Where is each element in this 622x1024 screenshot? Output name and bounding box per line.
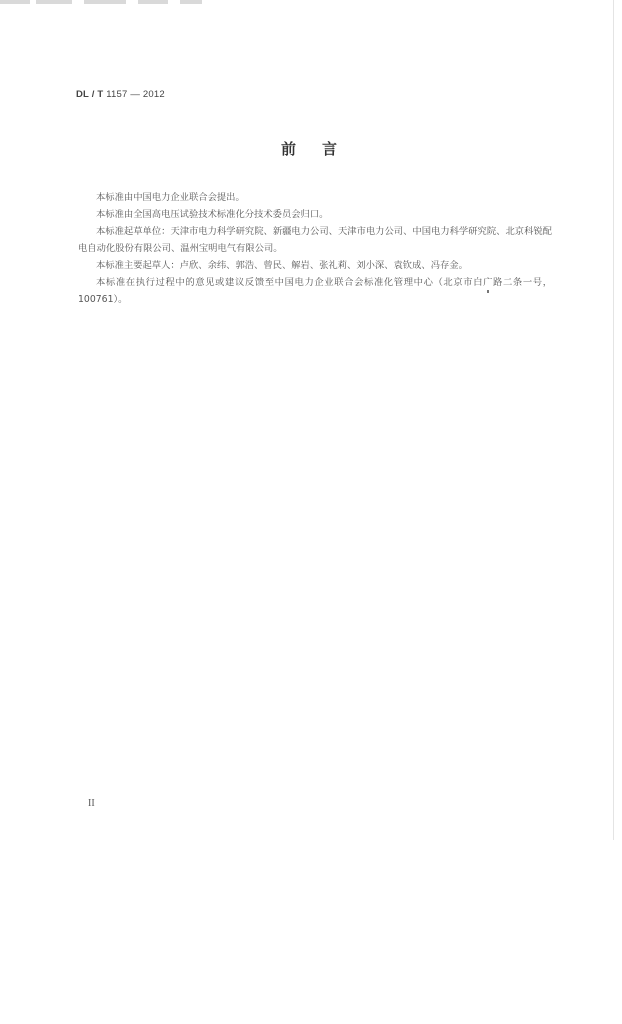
paragraph-proposer: 本标准由中国电力企业联合会提出。: [96, 192, 245, 203]
paragraph-feedback: 本标准在执行过程中的意见或建议反馈至中国电力企业联合会标准化管理中心（北京市白广路二条一号，100761）。: [78, 277, 552, 305]
foreword-body: [78, 189, 552, 308]
paragraph-drafting-units: 本标准起草单位：天津市电力科学研究院、新疆电力公司、天津市电力公司、中国电力科学研究院、北京科锐配电自动化股份有限公司、温州宝明电气有限公司。: [78, 226, 552, 254]
scan-speck: [487, 290, 489, 293]
standard-number: 1157 — 2012: [106, 89, 165, 100]
scan-edge-line: [613, 0, 614, 840]
page-number: II: [88, 798, 95, 809]
standard-prefix: DL / T: [76, 89, 104, 100]
paragraph-drafters: 本标准主要起草人：卢欣、余纬、郭浩、曾民、解岩、张礼莉、刘小深、袁钦成、冯存金。: [96, 260, 468, 271]
paragraph-committee: 本标准由全国高电压试验技术标准化分技术委员会归口。: [96, 209, 329, 220]
standard-code: [76, 89, 165, 100]
page-title: 前言: [280, 140, 363, 158]
scan-edge-artifact: [0, 0, 622, 6]
